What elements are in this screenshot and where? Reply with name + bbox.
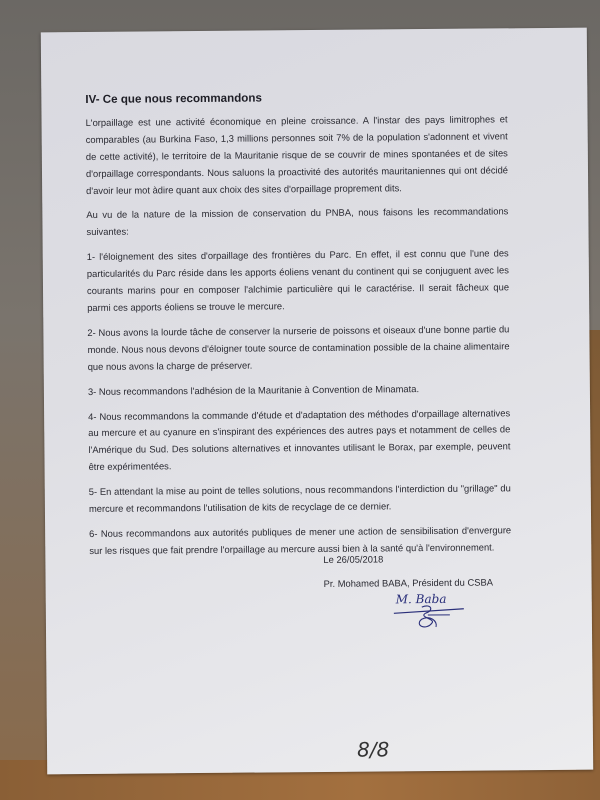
svg-text:M. Baba: M. Baba xyxy=(395,591,447,607)
recommendation-1: 1- l'éloignement des sites d'orpaillage des frontières du Parc. En effet, il est connu que l'une des particularités du Parc réside dans les apports éoliens venant du continent qui se conjuguent avec les courants marins pour en composer l'alchimie particulière qui le caractérise. Il serait fâcheux que parmi ces apports éoliens se trouve le mercure. xyxy=(86,247,510,313)
recommendation-5: 5- En attendant la mise au point de telles solutions, nous recommandons l'interdiction du "grillage" du mercure et recommandons l'utilisation de kits de recyclage de ce dernier. xyxy=(88,482,511,515)
paragraph-intro: L'orpaillage est une activité économique en pleine croissance. A l'instar des pays limitrophes et comparables (au Burkina Faso, 1,3 millions personnes soit 7% de la population s'adonnent et vivent de cette activité), le territoire de la Mauritanie risque de se couvrir de mines spontanées et de sites d'orpaillage correspondants. Nous saluons la proactivité des autorités mauritaniennes qui ont décidé d'avoir leur mot àdire quant aux choix des sites d'orpaillage proprement dits. xyxy=(85,113,509,196)
signatory: Pr. Mohamed BABA, Président du CSBA xyxy=(323,576,493,589)
handwritten-signature xyxy=(392,589,472,640)
document-body xyxy=(85,88,511,567)
recommendation-2: 2- Nous avons la lourde tâche de conserver la nurserie de poissons et oiseaux d'une bonne partie du monde. Nous nous devons d'éloigner toute source de contamination possible de la chaine alimentaire que nous avons la charge de préserver. xyxy=(87,323,510,372)
recommendation-6: 6- Nous recommandons aux autorités publiques de mener une action de sensibilisation d'envergure sur les risques que fait prendre l'orpaillage au mercure aussi bien à la santé qu'à l'environnement. xyxy=(89,524,512,556)
document-page xyxy=(41,28,593,775)
page-number: 8/8 xyxy=(356,737,390,762)
recommendation-4: 4- Nous recommandons la commande d'étude et d'adaptation des méthodes d'orpaillage alternatives au mercure et au cyanure en s'inspirant des expériences des autres pays et notamment de celles de l'Amérique du Sud. Des solutions alternatives et innovantes utilisant le Borax, par exemple, peuvent être expérimentées. xyxy=(88,406,511,473)
recommendation-3: 3- Nous recommandons l'adhésion de la Mauritanie à Convention de Minamata. xyxy=(87,382,420,397)
date: Le 26/05/2018 xyxy=(323,553,384,565)
section-heading: IV- Ce que nous recommandons xyxy=(85,91,262,107)
paragraph-mission: Au vu de la nature de la mission de conservation du PNBA, nous faisons les recommandations suivantes: xyxy=(86,205,509,238)
